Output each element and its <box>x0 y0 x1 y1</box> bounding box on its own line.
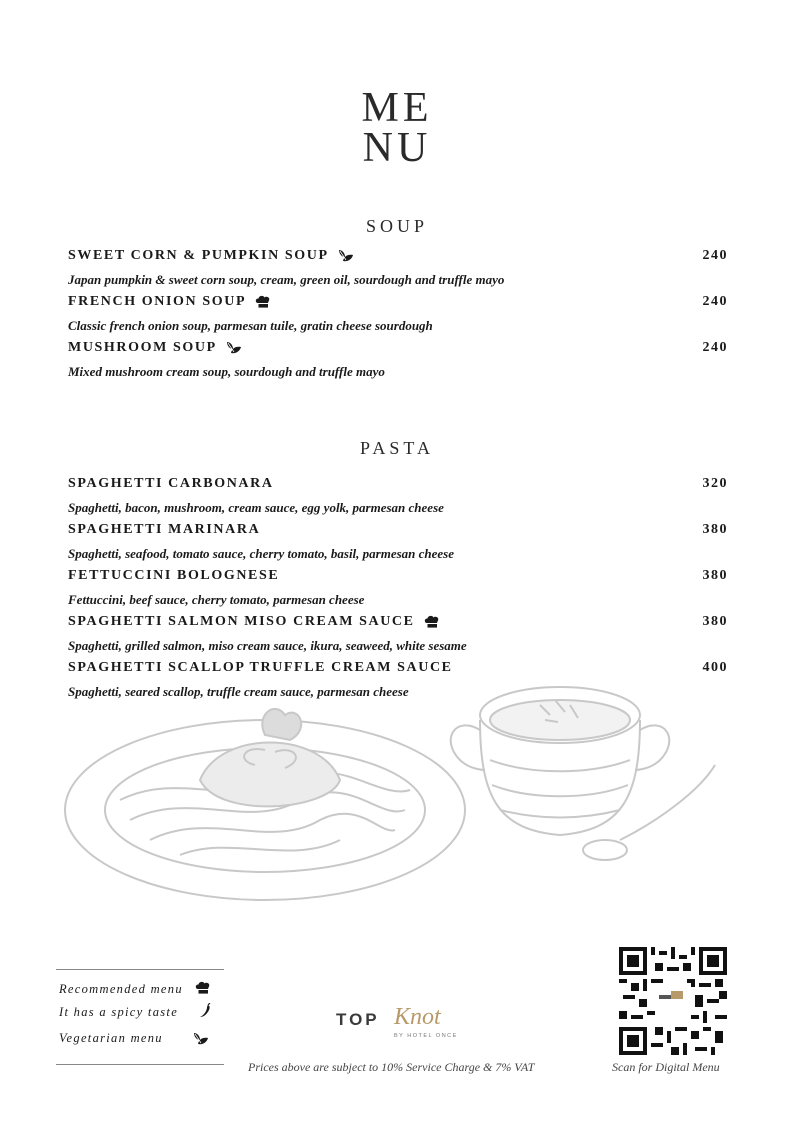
logo-top-text: TOP <box>336 1010 380 1029</box>
chef-hat-icon <box>194 980 212 996</box>
menu-item-price: 380 <box>702 522 728 537</box>
menu-item-desc: Japan pumpkin & sweet corn soup, cream, green oil, sourdough and truffle mayo <box>68 272 505 287</box>
logo-subtitle: BY HOTEL ONCE <box>394 1033 458 1039</box>
soup-heading: SOUP <box>365 216 429 236</box>
menu-title <box>0 85 794 171</box>
menu-item-desc: Mixed mushroom cream soup, sourdough and truffle mayo <box>68 364 385 379</box>
menu-item-desc: Classic french onion soup, parmesan tuile, gratin cheese sourdough <box>68 318 433 333</box>
menu-title-line2: NU <box>362 125 432 171</box>
menu-item-desc: Spaghetti, grilled salmon, miso cream sauce, ikura, seaweed, white sesame <box>68 638 467 653</box>
menu-item-name: SPAGHETTI MARINARA <box>68 522 261 537</box>
menu-item-price: 400 <box>702 660 728 675</box>
legend-spicy-label: It has a spicy taste <box>59 1005 179 1019</box>
logo-knot-text: Knot <box>394 1004 441 1030</box>
qr-code-icon[interactable] <box>619 947 727 1055</box>
chili-pepper-icon <box>196 1003 214 1019</box>
menu-item-name: SPAGHETTI SALMON MISO CREAM SAUCE <box>68 614 441 630</box>
menu-item-price: 240 <box>702 294 728 309</box>
chef-hat-icon <box>254 295 272 309</box>
qr-caption: Scan for Digital Menu <box>612 1060 720 1074</box>
menu-item-desc: Fettuccini, beef sauce, cherry tomato, parmesan cheese <box>68 592 365 607</box>
legend <box>56 969 224 1065</box>
menu-item-desc: Spaghetti, bacon, mushroom, cream sauce, egg yolk, parmesan cheese <box>68 500 444 515</box>
menu-item-desc: Spaghetti, seafood, tomato sauce, cherry tomato, basil, parmesan cheese <box>68 546 455 561</box>
chef-hat-icon <box>423 615 441 629</box>
menu-item-name: SWEET CORN & PUMPKIN SOUP <box>68 248 355 264</box>
vegetarian-leaf-icon <box>192 1031 210 1047</box>
vegetarian-leaf-icon <box>225 341 243 355</box>
pasta-heading: PASTA <box>360 438 434 458</box>
pricing-note: Prices above are subject to 10% Service Charge & 7% VAT <box>248 1060 535 1074</box>
legend-vegetarian-label: Vegetarian menu <box>59 1031 163 1045</box>
menu-title-line1: ME <box>361 85 433 131</box>
food-illustration <box>60 660 740 920</box>
menu-item-price: 320 <box>702 476 728 491</box>
menu-item-name: FRENCH ONION SOUP <box>68 294 272 310</box>
menu-item-price: 240 <box>702 340 728 355</box>
menu-item-price: 380 <box>702 614 728 629</box>
menu-item-name: SPAGHETTI CARBONARA <box>68 476 274 491</box>
menu-item-desc: Spaghetti, seared scallop, truffle cream sauce, parmesan cheese <box>68 684 409 699</box>
menu-item-name: MUSHROOM SOUP <box>68 340 243 356</box>
menu-item-price: 380 <box>702 568 728 583</box>
topknot-logo <box>334 1000 464 1048</box>
vegetarian-leaf-icon <box>337 249 355 263</box>
menu-item-name: FETTUCCINI BOLOGNESE <box>68 568 280 583</box>
menu-item-name: SPAGHETTI SCALLOP TRUFFLE CREAM SAUCE <box>68 660 453 675</box>
legend-recommended-label: Recommended menu <box>59 982 183 996</box>
menu-item-price: 240 <box>702 248 728 263</box>
